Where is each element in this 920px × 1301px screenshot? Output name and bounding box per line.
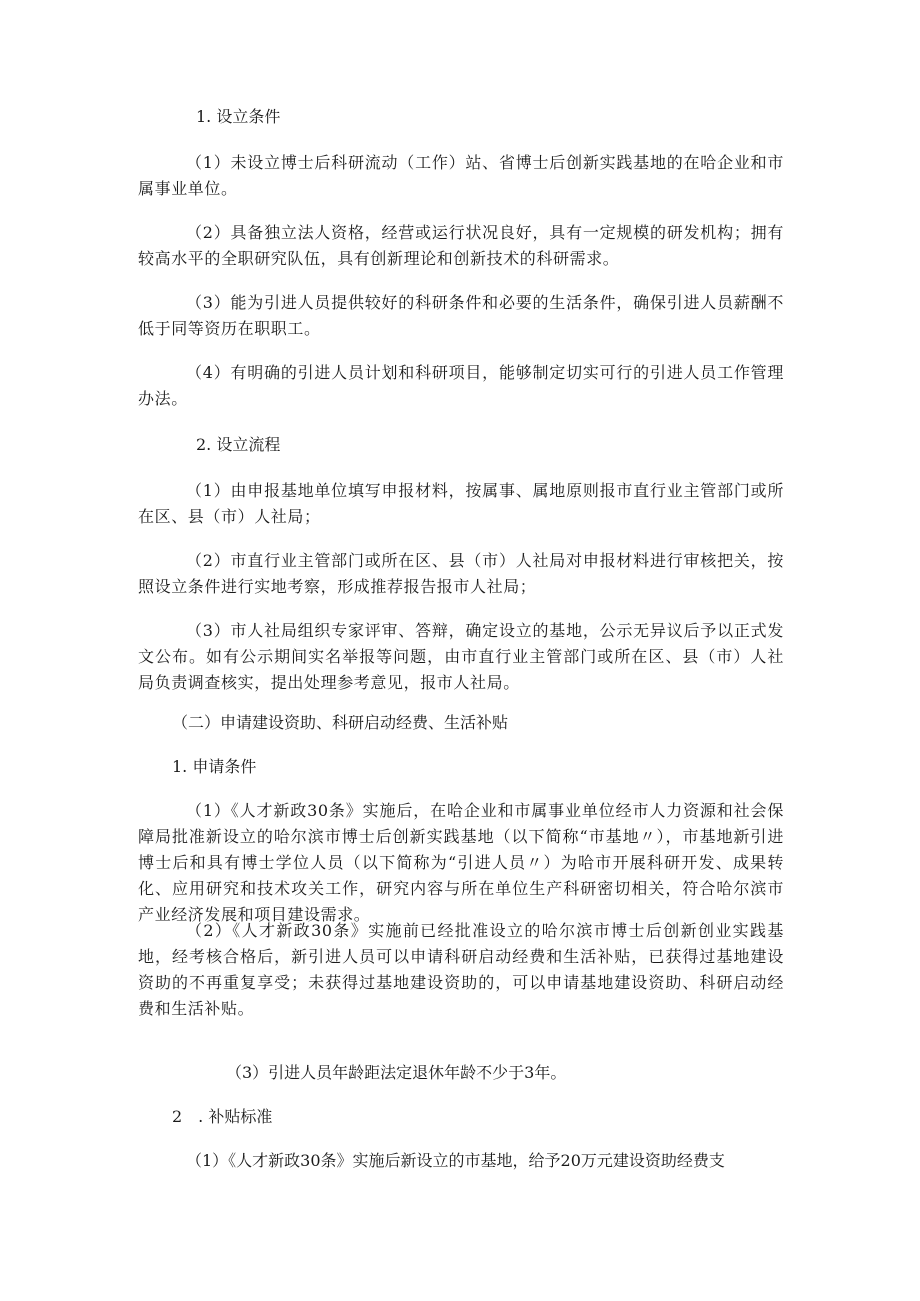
paragraph-application-2: （2）《人才新政30条》实施前已经批准设立的哈尔滨市博士后创新创业实践基地，经考核合格后，新引进人员可以申请科研启动经费和生活补贴，已获得过基地建设资助的不再重复享受；未获得过基地建设资助的，可以申请基地建设资助、科研启动经费和生活补贴。 <box>138 921 784 1018</box>
part-heading-subsidies: （二）申请建设资助、科研启动经费、生活补贴 <box>172 713 509 732</box>
section-heading-subsidy-standards: 2 . 补贴标准 <box>172 1107 273 1126</box>
paragraph-condition-2: （2）具备独立法人资格，经营或运行状况良好，具有一定规模的研发机构；拥有较高水平的全职研究队伍，具有创新理论和创新技术的科研需求。 <box>138 223 784 268</box>
section-heading-establishment-process: 2. 设立流程 <box>196 435 281 454</box>
paragraph-process-3: （3）市人社局组织专家评审、答辩，确定设立的基地，公示无异议后予以正式发文公布。如有公示期间实名举报等问题，由市直行业主管部门或所在区、县（市）人社局负责调查核实，提出处理参考意见，报市人社局。 <box>138 621 784 692</box>
paragraph-process-2: （2）市直行业主管部门或所在区、县（市）人社局对申报材料进行审核把关，按照设立条件进行实地考察，形成推荐报告报市人社局； <box>138 551 784 596</box>
paragraph-condition-1: （1）未设立博士后科研流动（工作）站、省博士后创新实践基地的在哈企业和市属事业单位。 <box>138 153 784 198</box>
section-heading-establishment-conditions: 1. 设立条件 <box>196 107 281 126</box>
paragraph-application-3: （3）引进人员年龄距法定退休年龄不少于3年。 <box>226 1063 567 1082</box>
paragraph-standard-1: （1）《人才新政30条》实施后新设立的市基地，给予20万元建设资助经费支 <box>186 1151 725 1170</box>
paragraph-application-1: （1）《人才新政30条》实施后，在哈企业和市属事业单位经市人力资源和社会保障局批准新设立的哈尔滨市博士后创新实践基地（以下简称“市基地〃），市基地新引进博士后和具有博士学位人员（以下简称为“引进人员〃）为哈市开展科研开发、成果转化、应用研究和技术攻关工作，研究内容与所在单位生产科研密切相关，符合哈尔滨市产业经济发展和项目建设需求。 <box>138 801 784 924</box>
paragraph-condition-3: （3）能为引进人员提供较好的科研条件和必要的生活条件，确保引进人员薪酬不低于同等资历在职职工。 <box>138 293 784 338</box>
section-heading-application-conditions: 1. 申请条件 <box>172 757 257 776</box>
paragraph-process-1: （1）由申报基地单位填写申报材料，按属事、属地原则报市直行业主管部门或所在区、县（市）人社局； <box>138 481 784 526</box>
paragraph-condition-4: （4）有明确的引进人员计划和科研项目，能够制定切实可行的引进人员工作管理办法。 <box>138 363 784 408</box>
